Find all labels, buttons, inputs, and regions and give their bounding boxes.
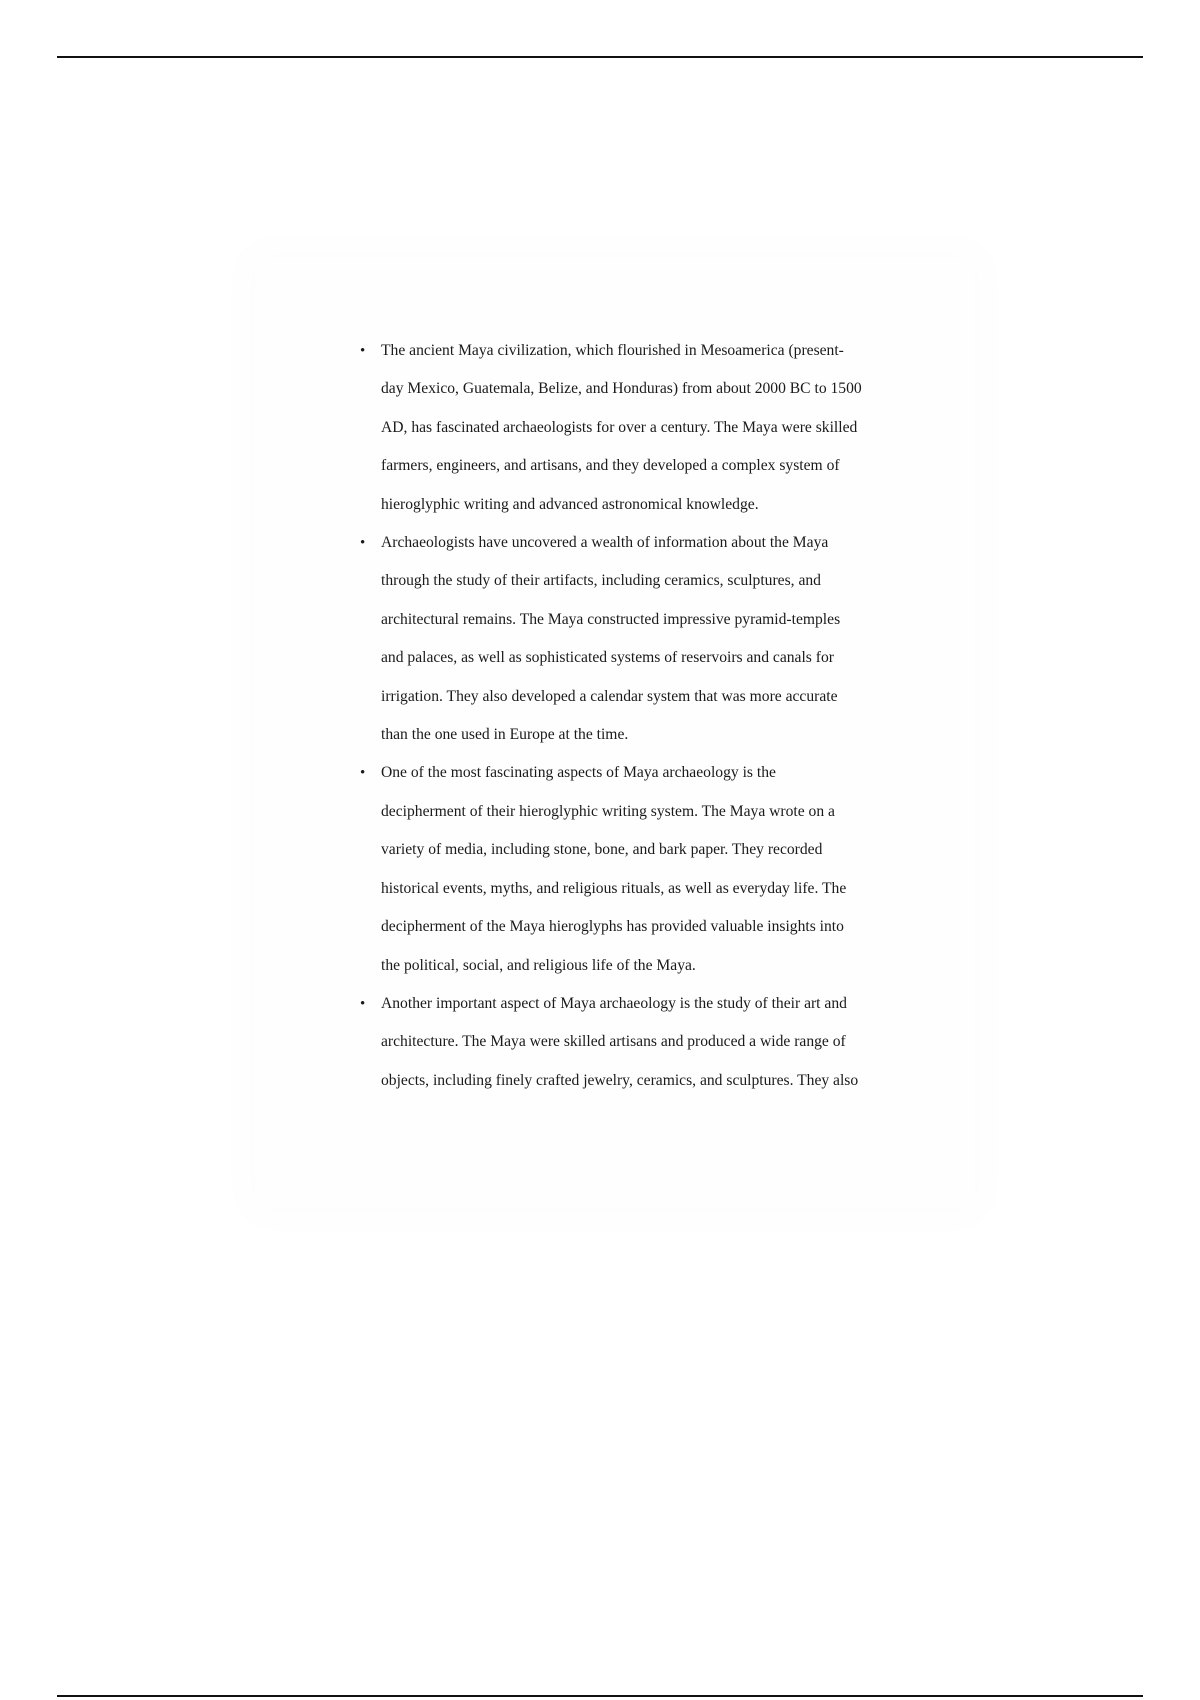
bullet-line: variety of media, including stone, bone, and bark paper. They recorded	[381, 841, 823, 859]
bullet-line: Another important aspect of Maya archaeology is the study of their art and	[381, 994, 847, 1012]
bullet-line: and palaces, as well as sophisticated systems of reservoirs and canals for	[381, 649, 834, 667]
bullet-line: decipherment of their hieroglyphic writing system. The Maya wrote on a	[381, 802, 835, 820]
top-horizontal-rule	[57, 56, 1143, 58]
bullet-icon: •	[360, 535, 366, 552]
bullet-line: decipherment of the Maya hieroglyphs has provided valuable insights into	[381, 918, 844, 936]
bullet-line: architecture. The Maya were skilled artisans and produced a wide range of	[381, 1033, 846, 1051]
bullet-line: Archaeologists have uncovered a wealth of information about the Maya	[381, 534, 829, 552]
bullet-line: than the one used in Europe at the time.	[381, 726, 629, 744]
bullet-icon: •	[360, 995, 366, 1012]
bullet-line: AD, has fascinated archaeologists for over a century. The Maya were skilled	[381, 418, 858, 436]
bullet-line: The ancient Maya civilization, which flourished in Mesoamerica (present-	[381, 342, 844, 359]
bullet-line: One of the most fascinating aspects of Maya archaeology is the	[381, 764, 776, 782]
bullet-item-1	[360, 332, 900, 524]
bullet-line: hieroglyphic writing and advanced astronomical knowledge.	[381, 495, 759, 513]
bullet-line: day Mexico, Guatemala, Belize, and Honduras) from about 2000 BC to 1500	[381, 380, 862, 398]
bullet-icon: •	[360, 343, 366, 359]
bullet-item-2	[360, 524, 900, 754]
bullet-line: objects, including finely crafted jewelry, ceramics, and sculptures. They also	[381, 1071, 859, 1089]
bullet-line: historical events, myths, and religious rituals, as well as everyday life. The	[381, 879, 847, 897]
bullet-line: the political, social, and religious life of the Maya.	[381, 956, 696, 974]
bullet-line: through the study of their artifacts, including ceramics, sculptures, and	[381, 572, 821, 590]
bullet-icon: •	[360, 765, 366, 782]
bullet-line: architectural remains. The Maya constructed impressive pyramid-temples	[381, 610, 841, 628]
bullet-item-3	[360, 754, 900, 984]
bottom-horizontal-rule	[57, 1695, 1143, 1697]
bullet-line: farmers, engineers, and artisans, and they developed a complex system of	[381, 457, 840, 475]
bullet-list	[360, 332, 900, 1100]
bullet-line: irrigation. They also developed a calendar system that was more accurate	[381, 687, 838, 705]
bullet-item-4	[360, 985, 900, 1100]
